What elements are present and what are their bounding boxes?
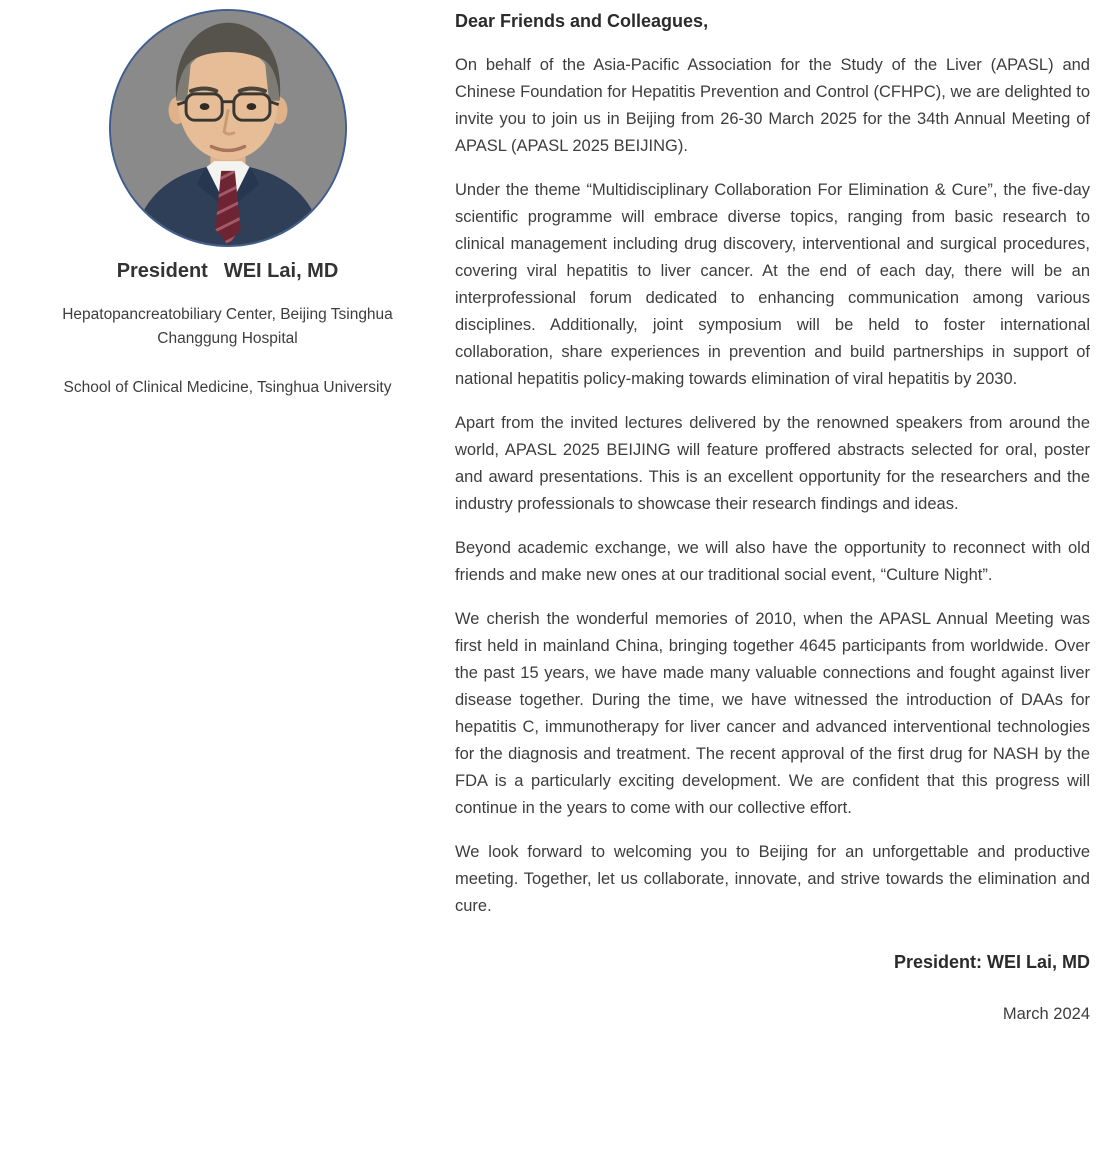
affiliation-university: School of Clinical Medicine, Tsinghua University: [63, 379, 392, 397]
signature-line: President: WEI Lai, MD: [893, 952, 1090, 972]
president-title-label: President: [116, 260, 208, 282]
portrait-icon: [111, 11, 345, 245]
letter-paragraph-1: On behalf of the Asia-Pacific Association for the Study of the Liver (APASL) and Chinese Foundation for Hepatitis Prevention and Control (CFHPC), we are delighted to invite you to join us in Beijing from 26-30 March 2025 for the 34th Annual Meeting of APASL (APASL 2025 BEIJING).: [455, 56, 1090, 155]
letter-paragraph-6: We look forward to welcoming you to Beijing for an unforgettable and productive meeting. Together, let us collaborate, innovate, and strive towards the elimination and cure.: [455, 843, 1090, 915]
president-name-label: WEI Lai, MD: [223, 260, 339, 282]
salutation: Dear Friends and Colleagues,: [455, 11, 709, 31]
letter-paragraph-4: Beyond academic exchange, we will also have the opportunity to reconnect with old friends and make new ones at our traditional social event, “Culture Night”.: [455, 539, 1090, 584]
letter-paragraph-3: Apart from the invited lectures delivered by the renowned speakers from around the world, APASL 2025 BEIJING will feature proffered abstracts selected for oral, poster and award presentations. This is an excellent opportunity for the researchers and the industry professionals to showcase their research findings and ideas.: [455, 414, 1090, 513]
president-profile-panel: [0, 0, 455, 1175]
president-photo: [109, 9, 347, 247]
letter-paragraph-2: Under the theme “Multidisciplinary Collaboration For Elimination & Cure”, the five-day scientific programme will embrace diverse topics, ranging from basic research to clinical management including drug discovery, interventional and surgical procedures, covering viral hepatitis to liver cancer. At the end of each day, there will be an interprofessional forum dedicated to enhancing communication among various disciplines. Additionally, joint symposium will be held to foster international collaboration, share experiences in prevention and build partnerships in support of national hepatitis policy-making towards elimination of viral hepatitis by 2030.: [455, 181, 1090, 388]
letter-paragraph-5: We cherish the wonderful memories of 2010, when the APASL Annual Meeting was first held in mainland China, bringing together 4645 participants from worldwide. Over the past 15 years, we have made many valuable connections and fought against liver disease together. During the time, we have witnessed the introduction of DAAs for hepatitis C, immunotherapy for liver cancer and advanced interventional technologies for the diagnosis and treatment. The recent approval of the first drug for NASH by the FDA is a particularly exciting development. We are confident that this progress will continue in the years to come with our collective effort.: [455, 610, 1090, 817]
affiliation-hospital: Hepatopancreatobiliary Center, Beijing Tsinghua Changgung Hospital: [62, 306, 393, 348]
president-name-row: [0, 260, 455, 283]
letter-date: March 2024: [1002, 1005, 1090, 1023]
welcome-letter-body: [455, 0, 1113, 1175]
